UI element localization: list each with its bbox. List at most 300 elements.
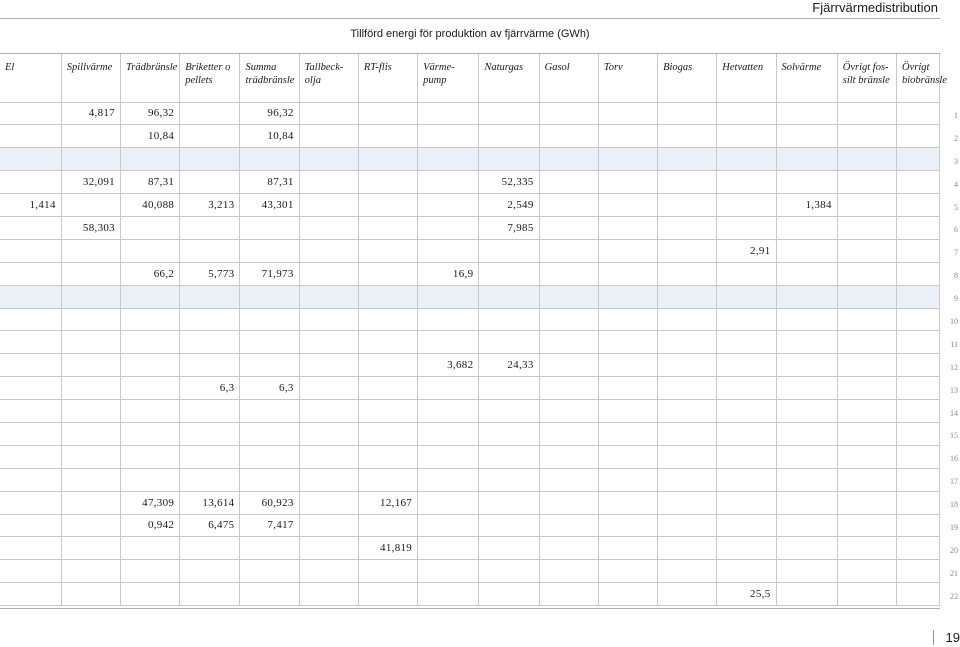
table-cell: 41,819: [358, 537, 417, 560]
table-cell: [539, 262, 598, 285]
table-cell: [180, 102, 240, 125]
table-cell: [0, 308, 61, 331]
row-number: 19: [950, 523, 958, 533]
row-number: 11: [950, 339, 958, 349]
column-header: Spillvärme: [61, 54, 120, 102]
table-cell: [61, 194, 120, 217]
table-cell: [120, 331, 179, 354]
table-cell: [180, 583, 240, 606]
column-header: Övrigt biobränsle: [896, 54, 939, 102]
table-cell: [776, 331, 837, 354]
table-cell: [776, 125, 837, 148]
table-cell: [299, 102, 358, 125]
table-cell: [539, 445, 598, 468]
table-cell: [598, 537, 657, 560]
row-number: 13: [950, 385, 958, 395]
table-row: [0, 560, 940, 583]
table-cell: [418, 125, 479, 148]
table-cell: [0, 468, 61, 491]
table-cell: [240, 468, 299, 491]
table-cell: [358, 468, 417, 491]
table-cell: [418, 422, 479, 445]
table-cell: [0, 400, 61, 423]
table-cell: [539, 331, 598, 354]
table-cell: [120, 239, 179, 262]
column-header: Hetvatten: [717, 54, 776, 102]
table-cell: [61, 491, 120, 514]
table-cell: [896, 148, 939, 171]
table-cell: 16,9: [418, 262, 479, 285]
table-cell: 40,088: [120, 194, 179, 217]
column-header: Värme-pump: [418, 54, 479, 102]
table-cell: [717, 102, 776, 125]
table-row: [0, 491, 940, 514]
table-cell: [240, 560, 299, 583]
table-cell: [658, 216, 717, 239]
table-cell: [120, 445, 179, 468]
row-number: 7: [954, 248, 958, 258]
table-cell: [776, 422, 837, 445]
table-cell: [837, 125, 896, 148]
table-cell: [896, 216, 939, 239]
table-cell: [240, 285, 299, 308]
table-cell: [658, 377, 717, 400]
row-number: 3: [954, 156, 958, 166]
table-cell: [837, 560, 896, 583]
table-cell: [717, 422, 776, 445]
table-cell: [0, 560, 61, 583]
table-cell: [0, 331, 61, 354]
table-cell: 1,384: [776, 194, 837, 217]
table-cell: 7,985: [479, 216, 539, 239]
table-cell: [717, 216, 776, 239]
table-cell: [539, 148, 598, 171]
table-cell: [0, 422, 61, 445]
table-cell: 2,91: [717, 239, 776, 262]
table-cell: [180, 468, 240, 491]
table-cell: [837, 514, 896, 537]
table-cell: [896, 285, 939, 308]
table-cell: 32,091: [61, 171, 120, 194]
column-header: Övrigt fos-silt bränsle: [837, 54, 896, 102]
table-cell: [479, 514, 539, 537]
table-cell: [299, 537, 358, 560]
row-number: 9: [954, 294, 958, 304]
table-cell: [837, 331, 896, 354]
row-number: 18: [950, 500, 958, 510]
table-cell: 66,2: [120, 262, 179, 285]
table-cell: [658, 331, 717, 354]
table-cell: [896, 262, 939, 285]
row-number: 20: [950, 545, 958, 555]
row-number: 21: [950, 568, 958, 578]
row-number: 14: [950, 408, 958, 418]
table-row: [0, 400, 940, 423]
table-cell: 4,817: [61, 102, 120, 125]
table-cell: [896, 331, 939, 354]
table-cell: [299, 331, 358, 354]
row-number: 2: [954, 133, 958, 143]
table-cell: [598, 422, 657, 445]
table-cell: [61, 583, 120, 606]
table-cell: 47,309: [120, 491, 179, 514]
table-cell: [598, 239, 657, 262]
table-cell: [479, 125, 539, 148]
table-cell: [180, 331, 240, 354]
table-cell: [837, 262, 896, 285]
table-cell: [598, 171, 657, 194]
table-cell: [776, 354, 837, 377]
table-cell: 0,942: [120, 514, 179, 537]
table-cell: [418, 102, 479, 125]
table-cell: [418, 445, 479, 468]
table-cell: [896, 400, 939, 423]
table-cell: [418, 377, 479, 400]
table-cell: [358, 445, 417, 468]
table-cell: [717, 354, 776, 377]
table-cell: [180, 560, 240, 583]
table-cell: [717, 171, 776, 194]
table-cell: [299, 171, 358, 194]
table-cell: [837, 583, 896, 606]
table-cell: [479, 308, 539, 331]
table-cell: [539, 422, 598, 445]
table-cell: [418, 148, 479, 171]
table-cell: [0, 354, 61, 377]
table-cell: [539, 308, 598, 331]
column-header: RT-flis: [358, 54, 417, 102]
table-cell: [418, 216, 479, 239]
table-cell: [837, 377, 896, 400]
table-cell: [120, 583, 179, 606]
table-cell: [598, 102, 657, 125]
table-cell: [717, 194, 776, 217]
table-cell: [358, 125, 417, 148]
table-cell: [418, 331, 479, 354]
table-cell: [717, 377, 776, 400]
table-cell: [0, 537, 61, 560]
table-cell: [240, 148, 299, 171]
table-cell: [717, 331, 776, 354]
table-cell: [479, 422, 539, 445]
column-header: Gasol: [539, 54, 598, 102]
table-cell: [837, 285, 896, 308]
table-cell: [658, 514, 717, 537]
table-cell: [658, 194, 717, 217]
table-row: [0, 194, 940, 217]
table-row: [0, 468, 940, 491]
table-cell: [299, 400, 358, 423]
table-row: [0, 354, 940, 377]
table-cell: [0, 445, 61, 468]
table-cell: [658, 468, 717, 491]
table-cell: [0, 148, 61, 171]
table-row: [0, 239, 940, 262]
table-cell: 96,32: [120, 102, 179, 125]
table-cell: [120, 285, 179, 308]
table-cell: [539, 583, 598, 606]
table-cell: 52,335: [479, 171, 539, 194]
table-cell: [240, 354, 299, 377]
column-header: Biogas: [658, 54, 717, 102]
table-cell: [658, 171, 717, 194]
table-cell: [479, 377, 539, 400]
table-cell: [358, 400, 417, 423]
table-cell: [418, 514, 479, 537]
table-cell: [358, 171, 417, 194]
table-cell: [837, 171, 896, 194]
row-number: 15: [950, 431, 958, 441]
table-cell: [598, 125, 657, 148]
table-cell: [837, 537, 896, 560]
table-cell: [658, 102, 717, 125]
table-cell: [717, 445, 776, 468]
table-cell: [358, 102, 417, 125]
table-cell: [776, 537, 837, 560]
table-cell: [418, 560, 479, 583]
row-number: 16: [950, 454, 958, 464]
table-cell: [717, 125, 776, 148]
table-cell: 6,3: [240, 377, 299, 400]
table-cell: [240, 216, 299, 239]
table-cell: 10,84: [120, 125, 179, 148]
table-cell: [776, 148, 837, 171]
table-cell: [598, 308, 657, 331]
table-cell: [598, 468, 657, 491]
table-cell: [358, 148, 417, 171]
table-cell: 2,549: [479, 194, 539, 217]
table-cell: [61, 468, 120, 491]
table-body: [0, 102, 940, 606]
column-header: Summa trädbränsle: [240, 54, 299, 102]
table-cell: [539, 194, 598, 217]
table-cell: [896, 468, 939, 491]
table-cell: [598, 400, 657, 423]
table-cell: [0, 285, 61, 308]
table-cell: [717, 308, 776, 331]
table-cell: [299, 239, 358, 262]
table-cell: [180, 216, 240, 239]
table-cell: [61, 537, 120, 560]
table-cell: [240, 583, 299, 606]
table-cell: [717, 537, 776, 560]
table-row: [0, 308, 940, 331]
table-cell: [120, 354, 179, 377]
table-cell: [61, 308, 120, 331]
table-cell: [299, 262, 358, 285]
table-cell: [240, 537, 299, 560]
table-cell: 5,773: [180, 262, 240, 285]
table-cell: [61, 377, 120, 400]
table-cell: [358, 331, 417, 354]
table-cell: [776, 102, 837, 125]
table-cell: [358, 377, 417, 400]
table-cell: [896, 514, 939, 537]
table-cell: [598, 354, 657, 377]
table-cell: [0, 377, 61, 400]
table-cell: [776, 216, 837, 239]
table-cell: [479, 331, 539, 354]
table-cell: [358, 216, 417, 239]
table-cell: [418, 400, 479, 423]
table-cell: [837, 102, 896, 125]
table-cell: [479, 262, 539, 285]
table-cell: [0, 239, 61, 262]
table-cell: [180, 308, 240, 331]
table-cell: [598, 514, 657, 537]
column-header: Trädbränsle: [120, 54, 179, 102]
table-cell: [896, 308, 939, 331]
table-cell: [240, 400, 299, 423]
table-cell: [479, 148, 539, 171]
table-cell: [896, 560, 939, 583]
table-cell: [776, 491, 837, 514]
table-cell: 96,32: [240, 102, 299, 125]
table-cell: [837, 308, 896, 331]
table-cell: [180, 422, 240, 445]
table-cell: [837, 354, 896, 377]
row-number: 4: [954, 179, 958, 189]
table-cell: [598, 491, 657, 514]
table-cell: [299, 377, 358, 400]
table-cell: [240, 239, 299, 262]
row-number: 6: [954, 225, 958, 235]
table-cell: 43,301: [240, 194, 299, 217]
table-cell: [61, 262, 120, 285]
table-cell: 10,84: [240, 125, 299, 148]
table-row: [0, 102, 940, 125]
table-cell: [896, 239, 939, 262]
table-cell: [120, 377, 179, 400]
table-row: [0, 285, 940, 308]
row-number: 22: [950, 591, 958, 601]
table-cell: [120, 400, 179, 423]
table-cell: [299, 354, 358, 377]
table-cell: [539, 125, 598, 148]
table-cell: [837, 194, 896, 217]
table-cell: [299, 560, 358, 583]
table-cell: [658, 285, 717, 308]
table-cell: [299, 445, 358, 468]
table-cell: [418, 583, 479, 606]
table-row: [0, 377, 940, 400]
table-cell: [0, 171, 61, 194]
column-header: Tallbeck-olja: [299, 54, 358, 102]
table-cell: [240, 422, 299, 445]
table-cell: [717, 148, 776, 171]
table-cell: [358, 262, 417, 285]
table-cell: [717, 468, 776, 491]
table-cell: [61, 560, 120, 583]
table-cell: [358, 514, 417, 537]
table-cell: [539, 354, 598, 377]
table-cell: [658, 491, 717, 514]
table-cell: [120, 468, 179, 491]
table-cell: [539, 400, 598, 423]
table-cell: [598, 445, 657, 468]
table-cell: [240, 445, 299, 468]
table-cell: [0, 262, 61, 285]
table-cell: [0, 514, 61, 537]
table-cell: [776, 468, 837, 491]
table-cell: [896, 125, 939, 148]
table-cell: [776, 583, 837, 606]
table-cell: 3,213: [180, 194, 240, 217]
table-cell: [0, 216, 61, 239]
table-cell: [837, 491, 896, 514]
table-cell: [240, 331, 299, 354]
table-cell: [896, 171, 939, 194]
row-number: 8: [954, 271, 958, 281]
table-row: [0, 422, 940, 445]
table-cell: 25,5: [717, 583, 776, 606]
row-number: 10: [950, 317, 958, 327]
table-cell: [539, 468, 598, 491]
table-cell: [299, 194, 358, 217]
table-cell: [479, 285, 539, 308]
table-cell: 1,414: [0, 194, 61, 217]
table-cell: [418, 239, 479, 262]
table-cell: [837, 468, 896, 491]
table-cell: [658, 583, 717, 606]
table-cell: [479, 102, 539, 125]
row-number: 5: [954, 202, 958, 212]
table-cell: [776, 560, 837, 583]
table-cell: [299, 583, 358, 606]
table-cell: [358, 308, 417, 331]
table-cell: [896, 102, 939, 125]
table-cell: [299, 216, 358, 239]
page-number: 19: [933, 630, 960, 645]
table-cell: 71,973: [240, 262, 299, 285]
table-cell: [776, 400, 837, 423]
table-cell: [358, 354, 417, 377]
table-cell: [180, 171, 240, 194]
table-cell: [180, 537, 240, 560]
table-cell: [717, 400, 776, 423]
table-cell: [539, 491, 598, 514]
table-cell: [120, 560, 179, 583]
table-cell: [837, 400, 896, 423]
table-cell: [658, 239, 717, 262]
table-cell: 13,614: [180, 491, 240, 514]
table-row: [0, 125, 940, 148]
table-cell: 58,303: [61, 216, 120, 239]
table-cell: [0, 583, 61, 606]
table-cell: [180, 354, 240, 377]
energy-table: [0, 54, 947, 606]
table-cell: [658, 262, 717, 285]
table-cell: [658, 125, 717, 148]
table-cell: [120, 148, 179, 171]
table-cell: [418, 468, 479, 491]
table-cell: [61, 445, 120, 468]
row-number: 12: [950, 362, 958, 372]
table-cell: [896, 354, 939, 377]
table-cell: [598, 285, 657, 308]
table-cell: [479, 468, 539, 491]
table-cell: [479, 560, 539, 583]
table-cell: [180, 285, 240, 308]
table-cell: [61, 125, 120, 148]
table-cell: [896, 537, 939, 560]
table-cell: [837, 216, 896, 239]
table-cell: [896, 583, 939, 606]
table-cell: [598, 331, 657, 354]
table-cell: [61, 422, 120, 445]
table-cell: [418, 537, 479, 560]
column-header: Solvärme: [776, 54, 837, 102]
